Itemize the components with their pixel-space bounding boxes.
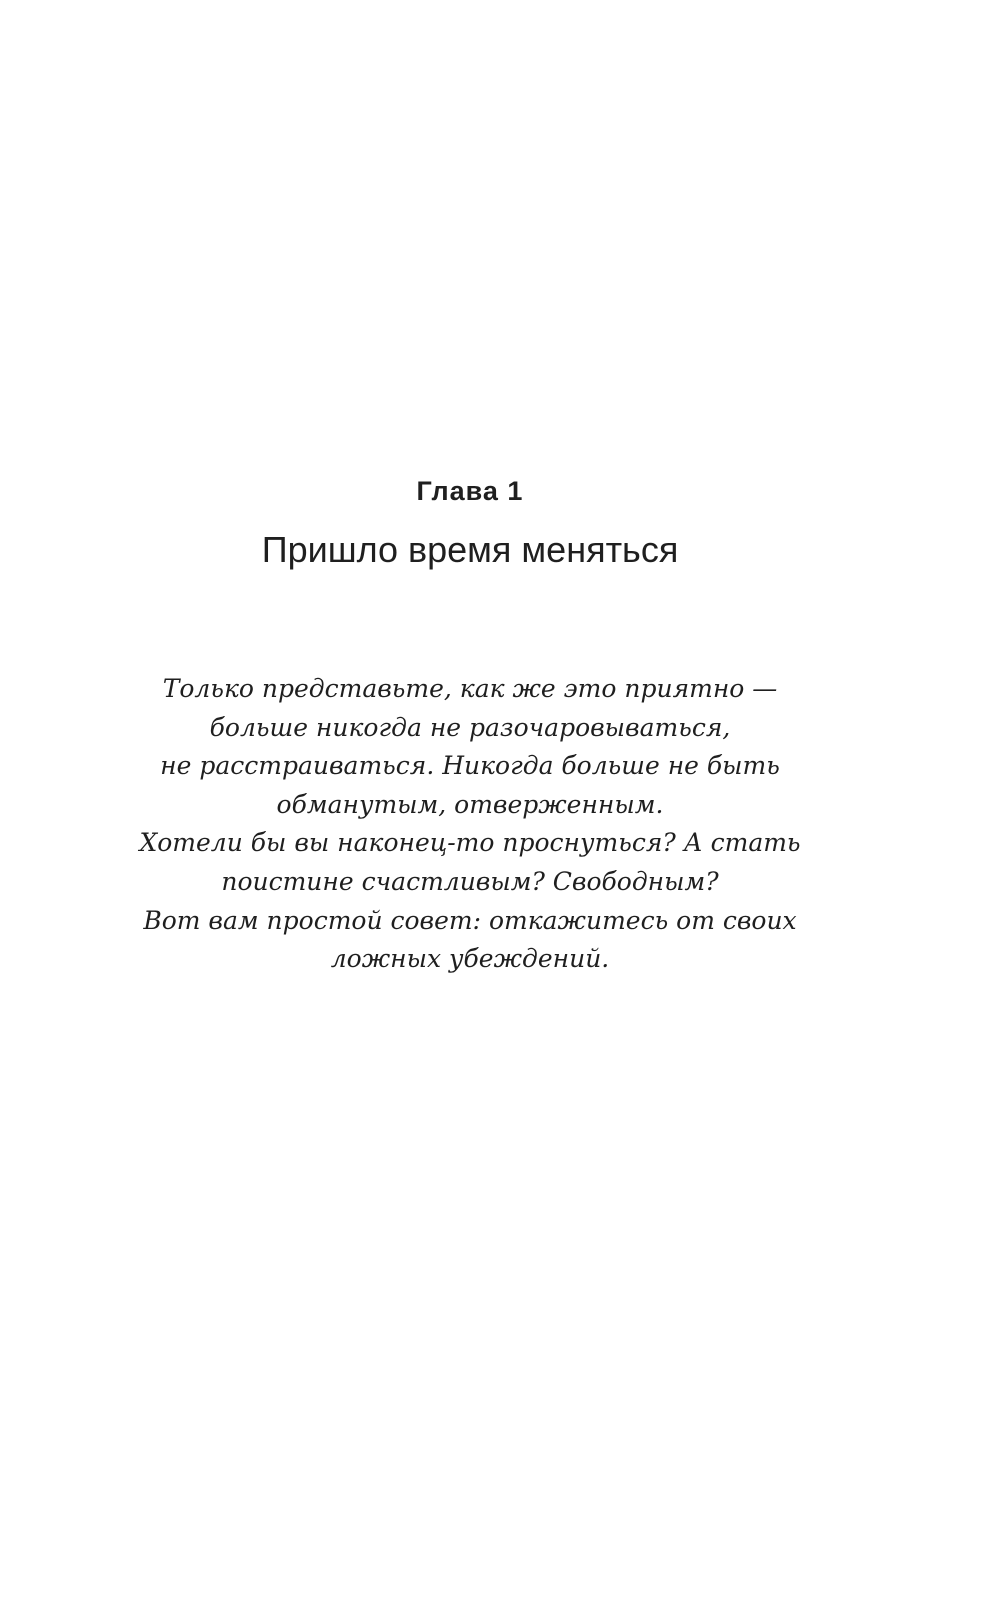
epigraph-line: Только представьте, как же это приятно —: [162, 674, 778, 703]
epigraph-line: Вот вам простой совет: откажитесь от своих: [143, 905, 797, 935]
chapter-title: Пришло время меняться: [261, 529, 679, 570]
epigraph-line: поистине счастливым? Свободным?: [221, 866, 719, 896]
epigraph-line: обманутым, отверженным.: [276, 789, 664, 819]
epigraph: [0, 670, 940, 979]
chapter-number: Глава 1: [416, 476, 524, 506]
epigraph-line: больше никогда не разочаровываться,: [209, 712, 731, 742]
epigraph-line: не расстраиваться. Никогда больше не быть: [160, 751, 780, 781]
epigraph-line: ложных убеждений.: [330, 944, 610, 974]
epigraph-line: Хотели бы вы наконец-то проснуться? А стать: [139, 828, 801, 858]
